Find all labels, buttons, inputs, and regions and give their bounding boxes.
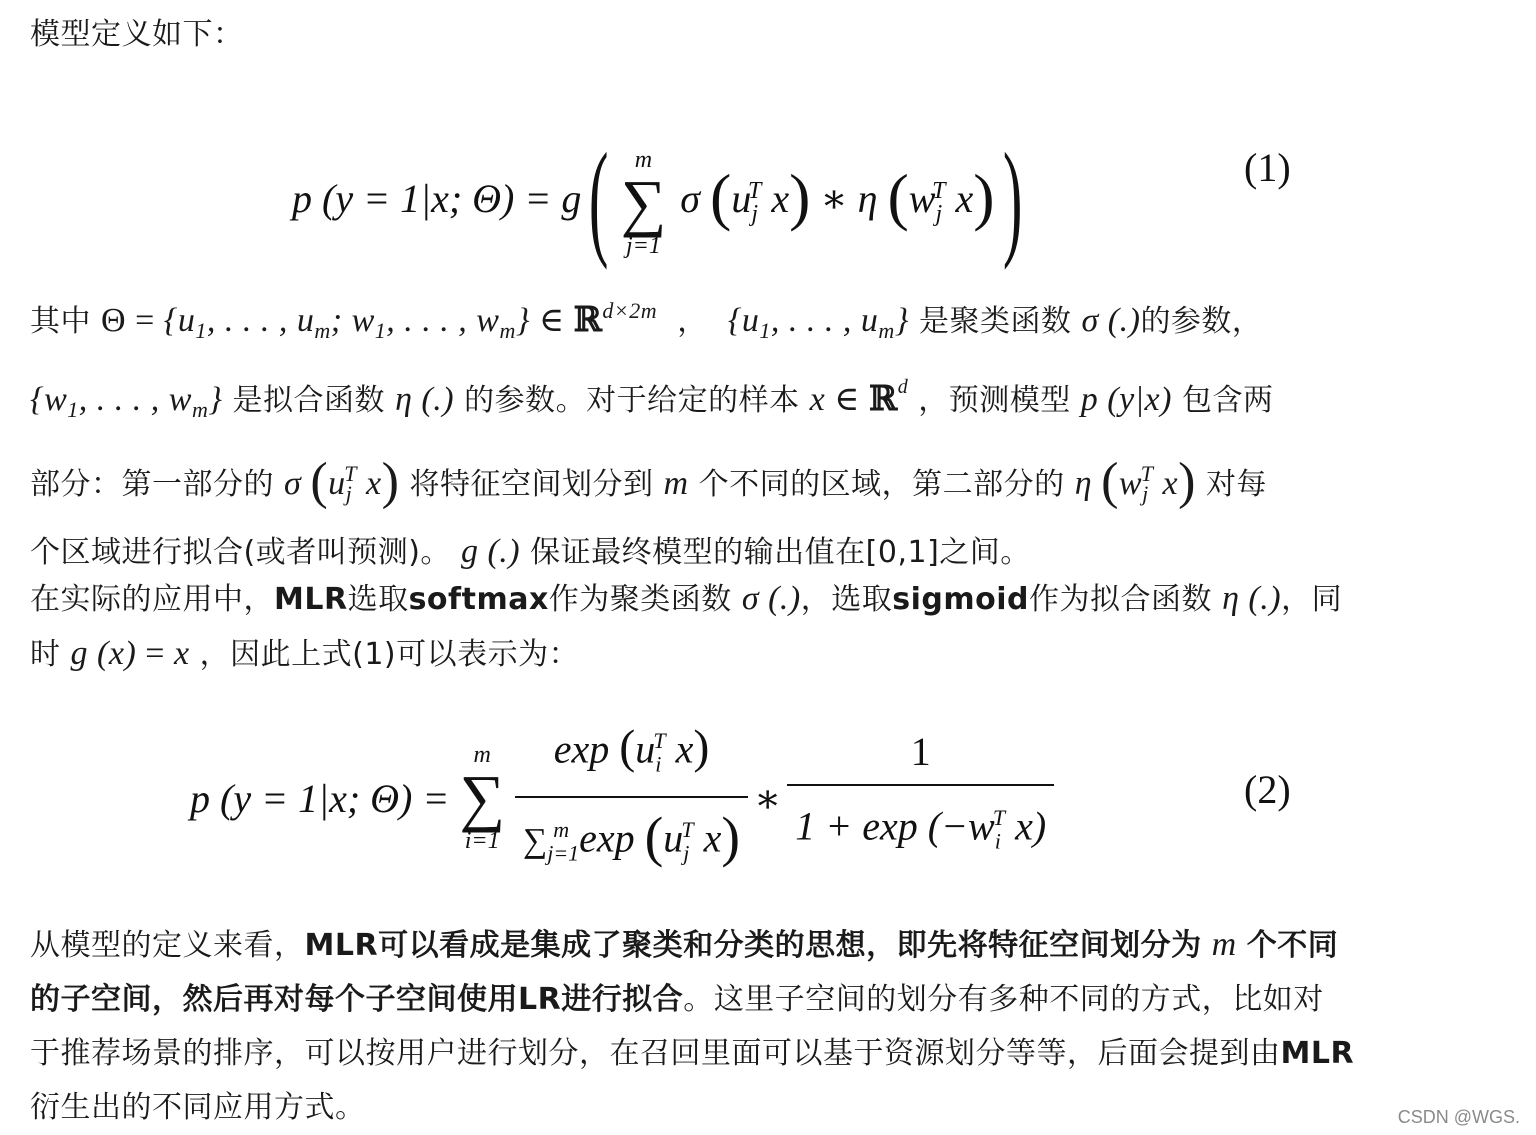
equation-2: [0, 720, 1536, 878]
paragraph-2: [30, 572, 1500, 682]
eq1-sum: [621, 148, 667, 258]
eq2-sum-top: m: [473, 742, 491, 768]
intro-label: 模型定义如下：: [30, 17, 244, 52]
paragraph-3: [30, 918, 1500, 1135]
eq2-times: ∗: [754, 775, 782, 821]
eq2-sum-bottom: i=1: [464, 828, 500, 854]
eq2-sum: [459, 743, 505, 853]
para3-line2: 的子空间，然后再对每个子空间使用LR进行拟合。这里子空间的划分有多种不同的方式，比如对: [30, 982, 1324, 1017]
eq2-tag: (2): [1244, 767, 1291, 812]
eq1-sigma-term: σ ($u_j^T$ x) ∗ η ($w_j^T$ x): [680, 161, 995, 232]
para1-line1: 其中 $\Theta = \{u_1$, . . . , $u_m$; $w_1$, . . . , $w_m$} ∈ ℝ$^{d\times 2m}$ ， {$u_1$, . . . , $u_m$} 是聚类函数 σ (.)的参数，: [30, 298, 1263, 343]
eq1-open-paren: (: [589, 127, 609, 271]
para2-line1: 在实际的应用中，MLR选取softmax作为聚类函数 σ (.)，选取sigmoid作为拟合函数 η (.)，同: [30, 580, 1343, 617]
para2-line2: 时 g (x) = x ，因此上式(1)可以表示为：: [30, 635, 580, 672]
para3-line4: 衍生出的不同应用方式。: [30, 1090, 366, 1125]
eq2-sigma: ∑: [459, 762, 505, 833]
para3-line1: 从模型的定义来看，MLR可以看成是集成了聚类和分类的思想，即先将特征空间划分为 m 个不同: [30, 926, 1339, 963]
eq1-close-paren: ): [1002, 127, 1022, 271]
equation-2-body: [190, 720, 1060, 869]
para3-line3: 于推荐场景的排序，可以按用户进行划分，在召回里面可以基于资源划分等等，后面会提到由MLR: [30, 1036, 1355, 1071]
paragraph-1: [30, 284, 1500, 580]
eq1-sigma: ∑: [620, 166, 667, 238]
equation-1-body: [292, 124, 1020, 274]
eq1-tag: (1): [1244, 145, 1291, 190]
eq2-lhs: p (y = 1|x; Θ) =: [190, 775, 450, 821]
eq1-sum-bottom: j=1: [626, 232, 661, 259]
para1-line3: 部分：第一部分的 σ ($u_j^T$ x) 将特征空间划分到 m 个不同的区域，第二部分的 η ($w_j^T$ x) 对每: [30, 453, 1267, 510]
eq2-fraction-2: $\frac{1}{1 + \exp (-w_i^T x)}$: [787, 724, 1054, 871]
para1-line2: {$w_1$, . . . , $w_m$} 是拟合函数 η (.) 的参数。对于给定的样本 x ∈ ℝ$^d$ ，预测模型 p (y|x) 包含两: [30, 376, 1274, 422]
para1-line4: 个区域进行拟合(或者叫预测)。 g (.) 保证最终模型的输出值在[0,1]之间。: [30, 533, 1031, 570]
equation-1: [0, 104, 1536, 271]
eq1-lhs: p (y = 1|x; Θ) = g: [292, 176, 582, 221]
watermark: CSDN @WGS.: [1397, 1107, 1520, 1127]
eq2-fraction-1: $\frac{\exp (u_i^T x)}{\sum_{j=1}^m \exp (u_j^T x)}$: [515, 713, 748, 884]
intro-text: [30, 8, 1500, 62]
eq1-sum-top: m: [634, 146, 653, 173]
